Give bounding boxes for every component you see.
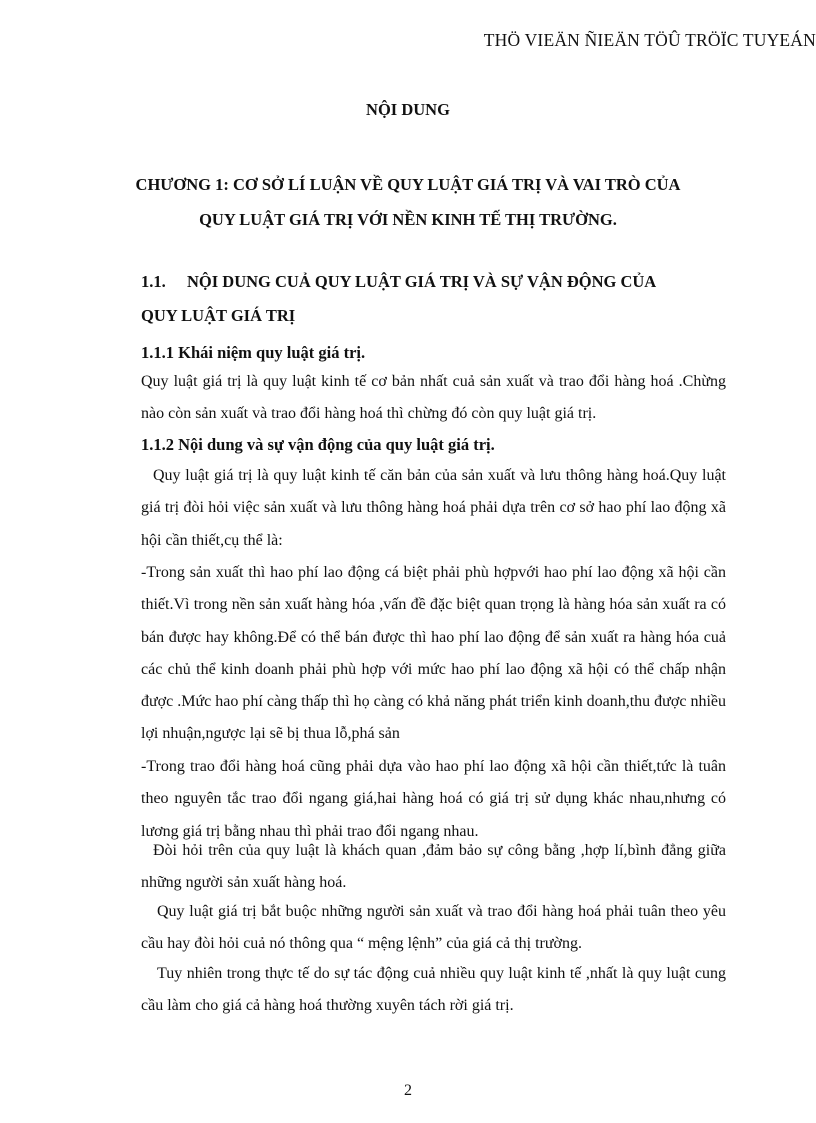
page-title: NỘI DUNG	[366, 100, 450, 119]
paragraph-definition: Quy luật giá trị là quy luật kinh tế cơ bản nhất cuả sản xuất và trao đổi hàng hoá .Chừng nào còn sản xuất và trao đổi hàng hoá thì chừng đó còn quy luật giá trị.	[141, 373, 726, 423]
page-number: 2	[404, 1082, 412, 1099]
chapter-title-line-1: CHƯƠNG 1: CƠ SỞ LÍ LUẬN VỀ QUY LUẬT GIÁ TRỊ VÀ VAI TRÒ CỦA	[135, 175, 681, 194]
section-number: 1.1.	[141, 272, 166, 291]
subsection-heading-1-1-1: 1.1.1 Khái niệm quy luật giá trị.	[141, 343, 366, 362]
paragraph-6: Tuy nhiên trong thực tế do sự tác động cuả nhiều quy luật kinh tế ,nhất là quy luật cung cầu làm cho giá cả hàng hoá thường xuyên tách rời giá trị.	[141, 965, 726, 1015]
chapter-title-line-2: QUY LUẬT GIÁ TRỊ VỚI NỀN KINH TẾ THỊ TRƯỜNG.	[199, 210, 617, 229]
paragraph-3: -Trong trao đổi hàng hoá cũng phải dựa vào hao phí lao động xã hội cần thiết,tức là tuân theo nguyên tắc trao đổi ngang giá,hai hàng hoá có giá trị sử dụng khác nhau,nhưng có lương giá trị bằng nhau thì phải trao đổi ngang nhau.	[141, 758, 726, 840]
section-heading-line-2: QUY LUẬT GIÁ TRỊ	[141, 306, 296, 325]
subsection-heading-1-1-2: 1.1.2 Nội dung và sự vận động của quy luật giá trị.	[141, 435, 495, 454]
paragraph-2: -Trong sản xuất thì hao phí lao động cá biệt phải phù hợpvới hao phí lao động xã hội cần thiết.Vì trong nền sản xuất hàng hóa ,vấn đề đặc biệt quan trọng là hàng hóa sản xuất ra có bán được hay không.Để có thể bán được thì hao phí lao động để sản xuất ra hàng hóa cuả các chủ thể kinh doanh phải phù hợp với mức hao phí lao động xã hội có thể chấp nhận được .Mức hao phí càng thấp thì họ càng có khả năng phát triển kinh doanh,thu được nhiều lợi nhuận,ngược lại sẽ bị thua lỗ,phá sản	[141, 564, 726, 743]
paragraph-1: Quy luật giá trị là quy luật kinh tế căn bản của sản xuất và lưu thông hàng hoá.Quy luật giá trị đòi hỏi việc sản xuất và lưu thông hàng hoá phải dựa trên cơ sở hao phí lao động xã hội cần thiết,cụ thể là:	[141, 467, 726, 549]
section-heading-line-1: NỘI DUNG CUẢ QUY LUẬT GIÁ TRỊ VÀ SỰ VẬN ĐỘNG CỦA	[187, 272, 657, 291]
paragraph-4: Đòi hỏi trên của quy luật là khách quan ,đảm bảo sự công bằng ,hợp lí,bình đẳng giữa những người sản xuất hàng hoá.	[141, 842, 726, 892]
running-header: THÖ VIEÄN ÑIEÄN TÖÛ TRÖÏC TUYEÁN	[483, 30, 816, 50]
paragraph-5: Quy luật giá trị bắt buộc những người sản xuất và trao đổi hàng hoá phải tuân theo yêu cầu hay đòi hỏi cuả nó thông qua “ mệng lệnh” của giá cả thị trường.	[141, 903, 726, 953]
